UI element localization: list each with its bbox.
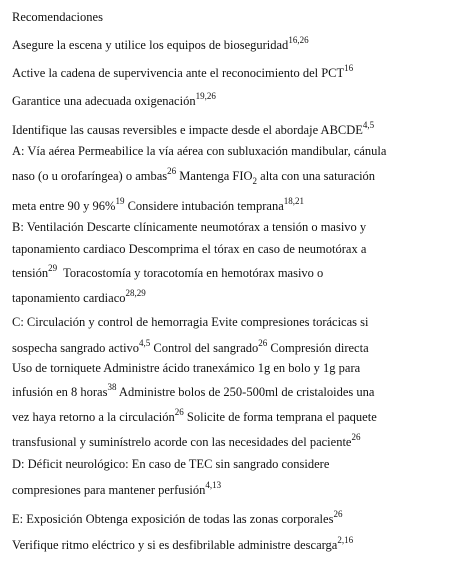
line-text: Administre bolos de 250-500ml de cristaloides una [116,385,375,399]
text-line [12,220,366,235]
text-line [12,263,324,281]
line-text: Mantenga FIO [176,169,253,183]
line-text: Solicite de forma temprana el paquete [183,410,377,424]
text-line [12,432,361,450]
citation-superscript: 29 [48,263,58,273]
citation-superscript: 26 [167,166,177,176]
line-text: sospecha sangrado activo [12,341,140,355]
text-line [12,509,343,527]
line-text: meta entre 90 y 96% [12,199,116,213]
document-title: Recomendaciones [12,10,103,24]
citation-superscript: 4,13 [205,480,222,490]
line-text: A: Vía aérea Permeabilice la vía aérea con subluxación mandibular, cánula [12,144,387,158]
text-line [12,338,369,356]
line-text: compresiones para mantener perfusión [12,483,206,497]
line-text: vez haya retorno a la circulación [12,410,175,424]
citation-superscript: 26 [258,338,268,348]
subscript: 2 [252,176,258,186]
line-text: Compresión directa [267,341,369,355]
text-line [12,288,146,306]
citation-superscript: 26 [351,432,361,442]
line-text: C: Circulación y control de hemorragia Evite compresiones torácicas si [12,315,369,329]
citation-superscript: 18,21 [283,196,305,206]
text-line [12,120,375,138]
text-line [12,242,366,257]
text-line [12,361,360,376]
text-line [12,91,216,109]
line-text: Verifique ritmo eléctrico y si es desfibrilable administre descarga [12,538,338,552]
text-line [12,144,386,159]
text-line [12,166,376,186]
citation-superscript: 2,16 [337,535,354,545]
citation-superscript: 16,26 [288,35,309,45]
line-text: Uso de torniquete Administre ácido tranexámico 1g en bolo y 1g para [12,361,361,375]
citation-superscript: 4,5 [139,338,151,348]
line-text: infusión en 8 horas [12,385,108,399]
line-text: Active la cadena de supervivencia ante el reconocimiento del PCT [12,66,345,80]
line-text: alta con una saturación [257,169,376,183]
line-text: tensión [12,266,49,280]
text-line [12,35,309,53]
text-line [12,535,354,553]
citation-superscript: 16 [344,63,354,73]
text-line [12,63,354,81]
citation-superscript: 28,29 [125,288,146,298]
line-text: Toracostomía y toracotomía en hemotórax masivo o [57,266,324,280]
line-text: Control del sangrado [150,341,259,355]
citation-superscript: 26 [333,509,343,519]
line-text: D: Déficit neurológico: En caso de TEC sin sangrado considere [12,457,330,471]
citation-superscript: 26 [174,407,184,417]
line-text: B: Ventilación Descarte clínicamente neumotórax a tensión o masivo y [12,220,367,234]
text-line [12,196,305,214]
line-text: Garantice una adecuada oxigenación [12,94,196,108]
citation-superscript: 38 [107,382,117,392]
text-line [12,407,377,425]
citation-superscript: 19 [115,196,125,206]
line-text: Identifique las causas reversibles e impacte desde el abordaje ABCDE [12,123,363,137]
line-text: taponamiento cardiaco [12,291,126,305]
text-line [12,457,329,472]
citation-superscript: 4,5 [362,120,375,130]
line-text: naso (o u orofaríngea) o ambas [12,169,168,183]
text-line [12,480,222,498]
line-text: Asegure la escena y utilice los equipos de bioseguridad [12,38,289,52]
line-text: Considere intubación temprana [124,199,284,213]
text-line [12,315,368,330]
text-line [12,382,375,400]
citation-superscript: 19,26 [195,91,216,101]
line-text: taponamiento cardiaco Descomprima el tórax en caso de neumotórax a [12,242,367,256]
line-text: E: Exposición Obtenga exposición de todas las zonas corporales [12,512,334,526]
line-text: transfusional y suminístrelo acorde con las necesidades del paciente [12,435,352,449]
